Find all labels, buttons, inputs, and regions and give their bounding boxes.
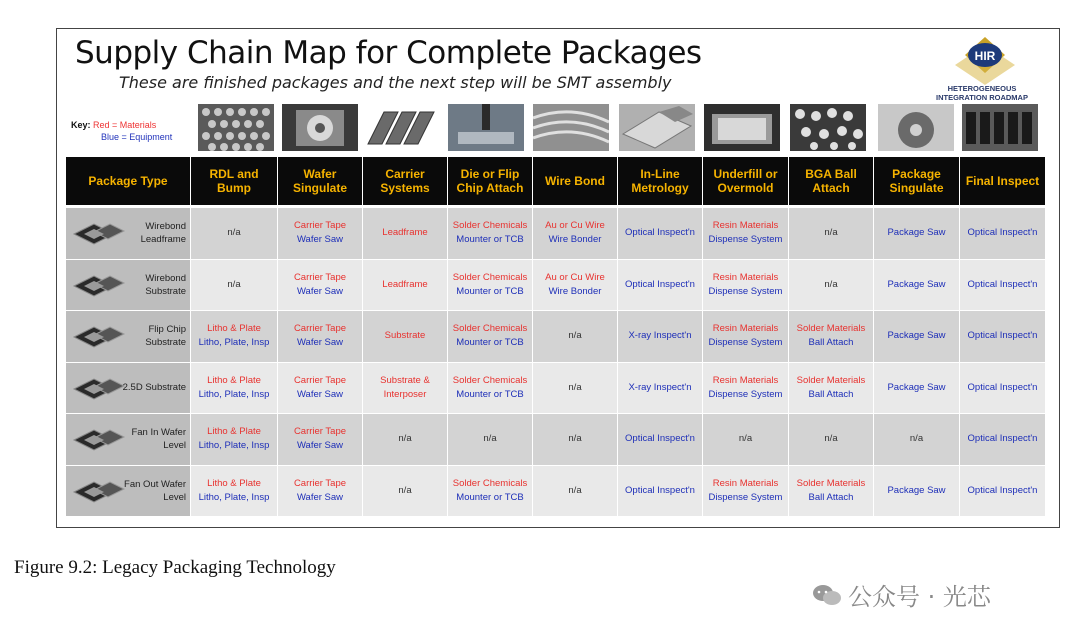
material-text: Substrate <box>384 330 426 342</box>
equipment-text: Optical Inspect'n <box>967 381 1038 393</box>
table-cell <box>618 208 702 259</box>
table-cell <box>874 208 959 259</box>
key-label: Key: <box>71 120 91 130</box>
header-final-inspect: Final Inspect <box>960 157 1045 205</box>
table-cell <box>363 260 447 311</box>
equipment-text: Optical Inspect'n <box>625 433 695 445</box>
table-cell <box>703 466 788 517</box>
equipment-text: Dispense System <box>708 337 783 349</box>
table-cell <box>363 414 447 465</box>
equipment-text: Wire Bonder <box>548 285 602 297</box>
material-text: Carrier Tape <box>293 477 347 489</box>
watermark-text: 公众号 · 光芯 <box>848 583 991 611</box>
header-metrology: In-Line Metrology <box>618 157 702 205</box>
equipment-text: Package Saw <box>887 330 946 342</box>
equipment-text: Wafer Saw <box>296 337 344 349</box>
material-text: Carrier Tape <box>293 220 347 232</box>
table-cell <box>960 208 1045 259</box>
equipment-text: Dispense System <box>708 234 783 246</box>
equipment-text: Wafer Saw <box>296 491 344 503</box>
equipment-text: Ball Attach <box>808 337 854 349</box>
header-rdl-bump: RDL and Bump <box>191 157 277 205</box>
table-cell <box>363 466 447 517</box>
na-text: n/a <box>824 227 838 239</box>
table-cell <box>363 311 447 362</box>
na-text: n/a <box>738 433 753 445</box>
package-type-cell <box>66 311 190 362</box>
logo-caption <box>907 84 1057 102</box>
material-text: Carrier Tape <box>293 426 347 438</box>
figure-title: Supply Chain Map for Complete Packages <box>75 35 702 71</box>
material-text: Carrier Tape <box>293 374 347 386</box>
wafer-singulate-photo <box>282 104 358 151</box>
material-text: Solder Chemicals <box>452 477 528 489</box>
table-cell <box>363 363 447 414</box>
table-cell <box>703 414 788 465</box>
package-type-cell <box>66 466 190 517</box>
rdl-bump-photo <box>198 104 274 151</box>
watermark <box>812 577 991 612</box>
material-text: Litho & Plate <box>207 374 261 386</box>
table-cell <box>618 466 702 517</box>
table-cell <box>533 466 617 517</box>
underfill-photo <box>704 104 780 151</box>
material-text: Solder Chemicals <box>452 271 528 283</box>
equipment-text: Optical Inspect'n <box>625 227 695 239</box>
package-type-label: Fan Out Wafer Level <box>124 478 186 503</box>
table-cell <box>191 260 277 311</box>
equipment-text: Mounter or TCB <box>456 388 524 400</box>
logo-line-1: HETEROGENEOUS <box>947 84 1017 93</box>
equipment-text: Package Saw <box>887 484 946 496</box>
table-cell <box>448 260 532 311</box>
material-text: Interposer <box>383 388 427 400</box>
logo-badge: HIR <box>974 49 996 63</box>
figure-caption: Figure 9.2: Legacy Packaging Technology <box>14 557 336 578</box>
equipment-text: Litho, Plate, Insp <box>198 388 270 400</box>
table-cell <box>278 208 362 259</box>
equipment-text: X-ray Inspect'n <box>628 381 692 393</box>
na-text: n/a <box>227 227 241 239</box>
equipment-text: Optical Inspect'n <box>967 433 1038 445</box>
package-type-label: Wirebond Leadframe <box>140 221 186 246</box>
equipment-text: Ball Attach <box>808 491 854 503</box>
table-cell <box>191 311 277 362</box>
table-cell <box>533 414 617 465</box>
na-text: n/a <box>398 433 412 445</box>
logo-line-2: INTEGRATION ROADMAP <box>936 93 1028 102</box>
color-key <box>71 119 172 143</box>
equipment-text: Wafer Saw <box>296 440 344 452</box>
equipment-text: Optical Inspect'n <box>967 330 1038 342</box>
equipment-text: Mounter or TCB <box>456 491 524 503</box>
equipment-text: Mounter or TCB <box>456 285 524 297</box>
header-bga: BGA Ball Attach <box>789 157 873 205</box>
final-inspect-photo <box>962 104 1038 151</box>
na-text: n/a <box>483 433 497 445</box>
wechat-icon <box>812 583 842 607</box>
material-text: Resin Materials <box>712 271 779 283</box>
material-text: Solder Materials <box>796 374 866 386</box>
equipment-text: Litho, Plate, Insp <box>198 491 270 503</box>
material-text: Resin Materials <box>712 220 779 232</box>
material-text: Litho & Plate <box>207 323 261 335</box>
material-text: Solder Chemicals <box>452 374 528 386</box>
material-text: Solder Materials <box>796 477 866 489</box>
equipment-text: Wafer Saw <box>296 234 344 246</box>
header-wire-bond: Wire Bond <box>533 157 617 205</box>
na-text: n/a <box>568 433 582 445</box>
table-cell <box>278 363 362 414</box>
table-cell <box>448 414 532 465</box>
table-cell <box>278 260 362 311</box>
package-type-cell <box>66 260 190 311</box>
table-cell <box>789 208 873 259</box>
material-text: Litho & Plate <box>207 426 261 438</box>
equipment-text: Wafer Saw <box>296 388 344 400</box>
table-cell <box>191 208 277 259</box>
header-wafer-singulate: Wafer Singulate <box>278 157 362 205</box>
key-equipment: Blue = Equipment <box>101 132 173 142</box>
material-text: Substrate & <box>380 374 430 386</box>
material-text: Leadframe <box>382 227 428 239</box>
table-cell <box>789 466 873 517</box>
table-cell <box>960 466 1045 517</box>
equipment-text: Dispense System <box>708 285 783 297</box>
table-cell <box>533 208 617 259</box>
table-cell <box>533 363 617 414</box>
na-text: n/a <box>824 278 838 290</box>
package-singulate-photo <box>878 104 954 151</box>
material-text: Carrier Tape <box>293 271 347 283</box>
table-cell <box>874 311 959 362</box>
table-cell <box>789 363 873 414</box>
key-materials: Red = Materials <box>93 120 157 130</box>
table-cell <box>960 311 1045 362</box>
package-type-label: Flip Chip Substrate <box>145 324 186 349</box>
table-cell <box>278 466 362 517</box>
equipment-text: Mounter or TCB <box>456 337 524 349</box>
equipment-text: Ball Attach <box>808 388 854 400</box>
table-cell <box>789 311 873 362</box>
table-cell <box>789 414 873 465</box>
table-cell <box>703 208 788 259</box>
equipment-text: Optical Inspect'n <box>967 278 1038 290</box>
na-text: n/a <box>398 484 412 496</box>
table-cell <box>363 208 447 259</box>
table-cell <box>703 363 788 414</box>
package-type-cell <box>66 363 190 414</box>
na-text: n/a <box>909 433 924 445</box>
equipment-text: Mounter or TCB <box>456 234 524 246</box>
equipment-text: Wafer Saw <box>296 285 344 297</box>
material-text: Carrier Tape <box>293 323 347 335</box>
header-carrier-systems: Carrier Systems <box>363 157 447 205</box>
na-text: n/a <box>227 278 241 290</box>
material-text: Resin Materials <box>712 374 779 386</box>
equipment-text: Optical Inspect'n <box>967 484 1038 496</box>
table-cell <box>278 414 362 465</box>
equipment-text: Dispense System <box>708 491 783 503</box>
table-cell <box>703 311 788 362</box>
table-cell <box>960 363 1045 414</box>
table-cell <box>874 363 959 414</box>
header-underfill: Underfill or Overmold <box>703 157 788 205</box>
die-attach-photo <box>448 104 524 151</box>
table-cell <box>448 311 532 362</box>
equipment-text: Package Saw <box>887 278 946 290</box>
na-text: n/a <box>824 433 838 445</box>
table-cell <box>618 363 702 414</box>
material-text: Resin Materials <box>712 477 779 489</box>
header-package-singulate: Package Singulate <box>874 157 959 205</box>
equipment-text: Litho, Plate, Insp <box>198 337 270 349</box>
material-text: Litho & Plate <box>207 477 261 489</box>
material-text: Resin Materials <box>712 323 779 335</box>
equipment-text: Dispense System <box>708 388 783 400</box>
equipment-text: Package Saw <box>887 227 946 239</box>
material-text: Au or Cu Wire <box>545 271 605 283</box>
package-type-cell <box>66 208 190 259</box>
material-text: Au or Cu Wire <box>545 220 605 232</box>
material-text: Solder Chemicals <box>452 220 528 232</box>
package-type-label: 2.5D Substrate <box>122 382 186 394</box>
table-cell <box>703 260 788 311</box>
package-type-label: Fan In Wafer Level <box>131 427 186 452</box>
wire-bond-photo <box>533 104 609 151</box>
supply-chain-figure <box>56 28 1060 528</box>
header-die-attach: Die or Flip Chip Attach <box>448 157 532 205</box>
table-cell <box>191 414 277 465</box>
material-text: Solder Materials <box>796 323 866 335</box>
material-text: Solder Chemicals <box>452 323 528 335</box>
material-text: Leadframe <box>382 278 428 290</box>
table-cell <box>874 260 959 311</box>
table-cell <box>618 260 702 311</box>
table-cell <box>533 311 617 362</box>
na-text: n/a <box>568 330 582 342</box>
equipment-text: Optical Inspect'n <box>967 227 1038 239</box>
package-type-label: Wirebond Substrate <box>145 272 186 297</box>
table-cell <box>448 363 532 414</box>
table-cell <box>874 466 959 517</box>
na-text: n/a <box>568 381 582 393</box>
na-text: n/a <box>568 484 582 496</box>
equipment-text: Wire Bonder <box>548 234 602 246</box>
package-type-cell <box>66 414 190 465</box>
table-cell <box>789 260 873 311</box>
table-cell <box>448 466 532 517</box>
table-cell <box>874 414 959 465</box>
table-cell <box>191 363 277 414</box>
equipment-text: Package Saw <box>887 381 946 393</box>
table-cell <box>960 260 1045 311</box>
carrier-systems-photo <box>364 104 440 151</box>
table-cell <box>448 208 532 259</box>
table-cell <box>191 466 277 517</box>
table-cell <box>533 260 617 311</box>
equipment-text: Optical Inspect'n <box>625 484 695 496</box>
metrology-photo <box>619 104 695 151</box>
table-cell <box>618 311 702 362</box>
equipment-text: X-ray Inspect'n <box>628 330 692 342</box>
ball-attach-photo <box>790 104 866 151</box>
table-cell <box>618 414 702 465</box>
figure-subtitle: These are finished packages and the next step will be SMT assembly <box>119 73 672 92</box>
header-package-type: Package Type <box>66 157 190 205</box>
table-cell <box>278 311 362 362</box>
table-cell <box>960 414 1045 465</box>
equipment-text: Optical Inspect'n <box>625 278 695 290</box>
equipment-text: Litho, Plate, Insp <box>198 440 270 452</box>
